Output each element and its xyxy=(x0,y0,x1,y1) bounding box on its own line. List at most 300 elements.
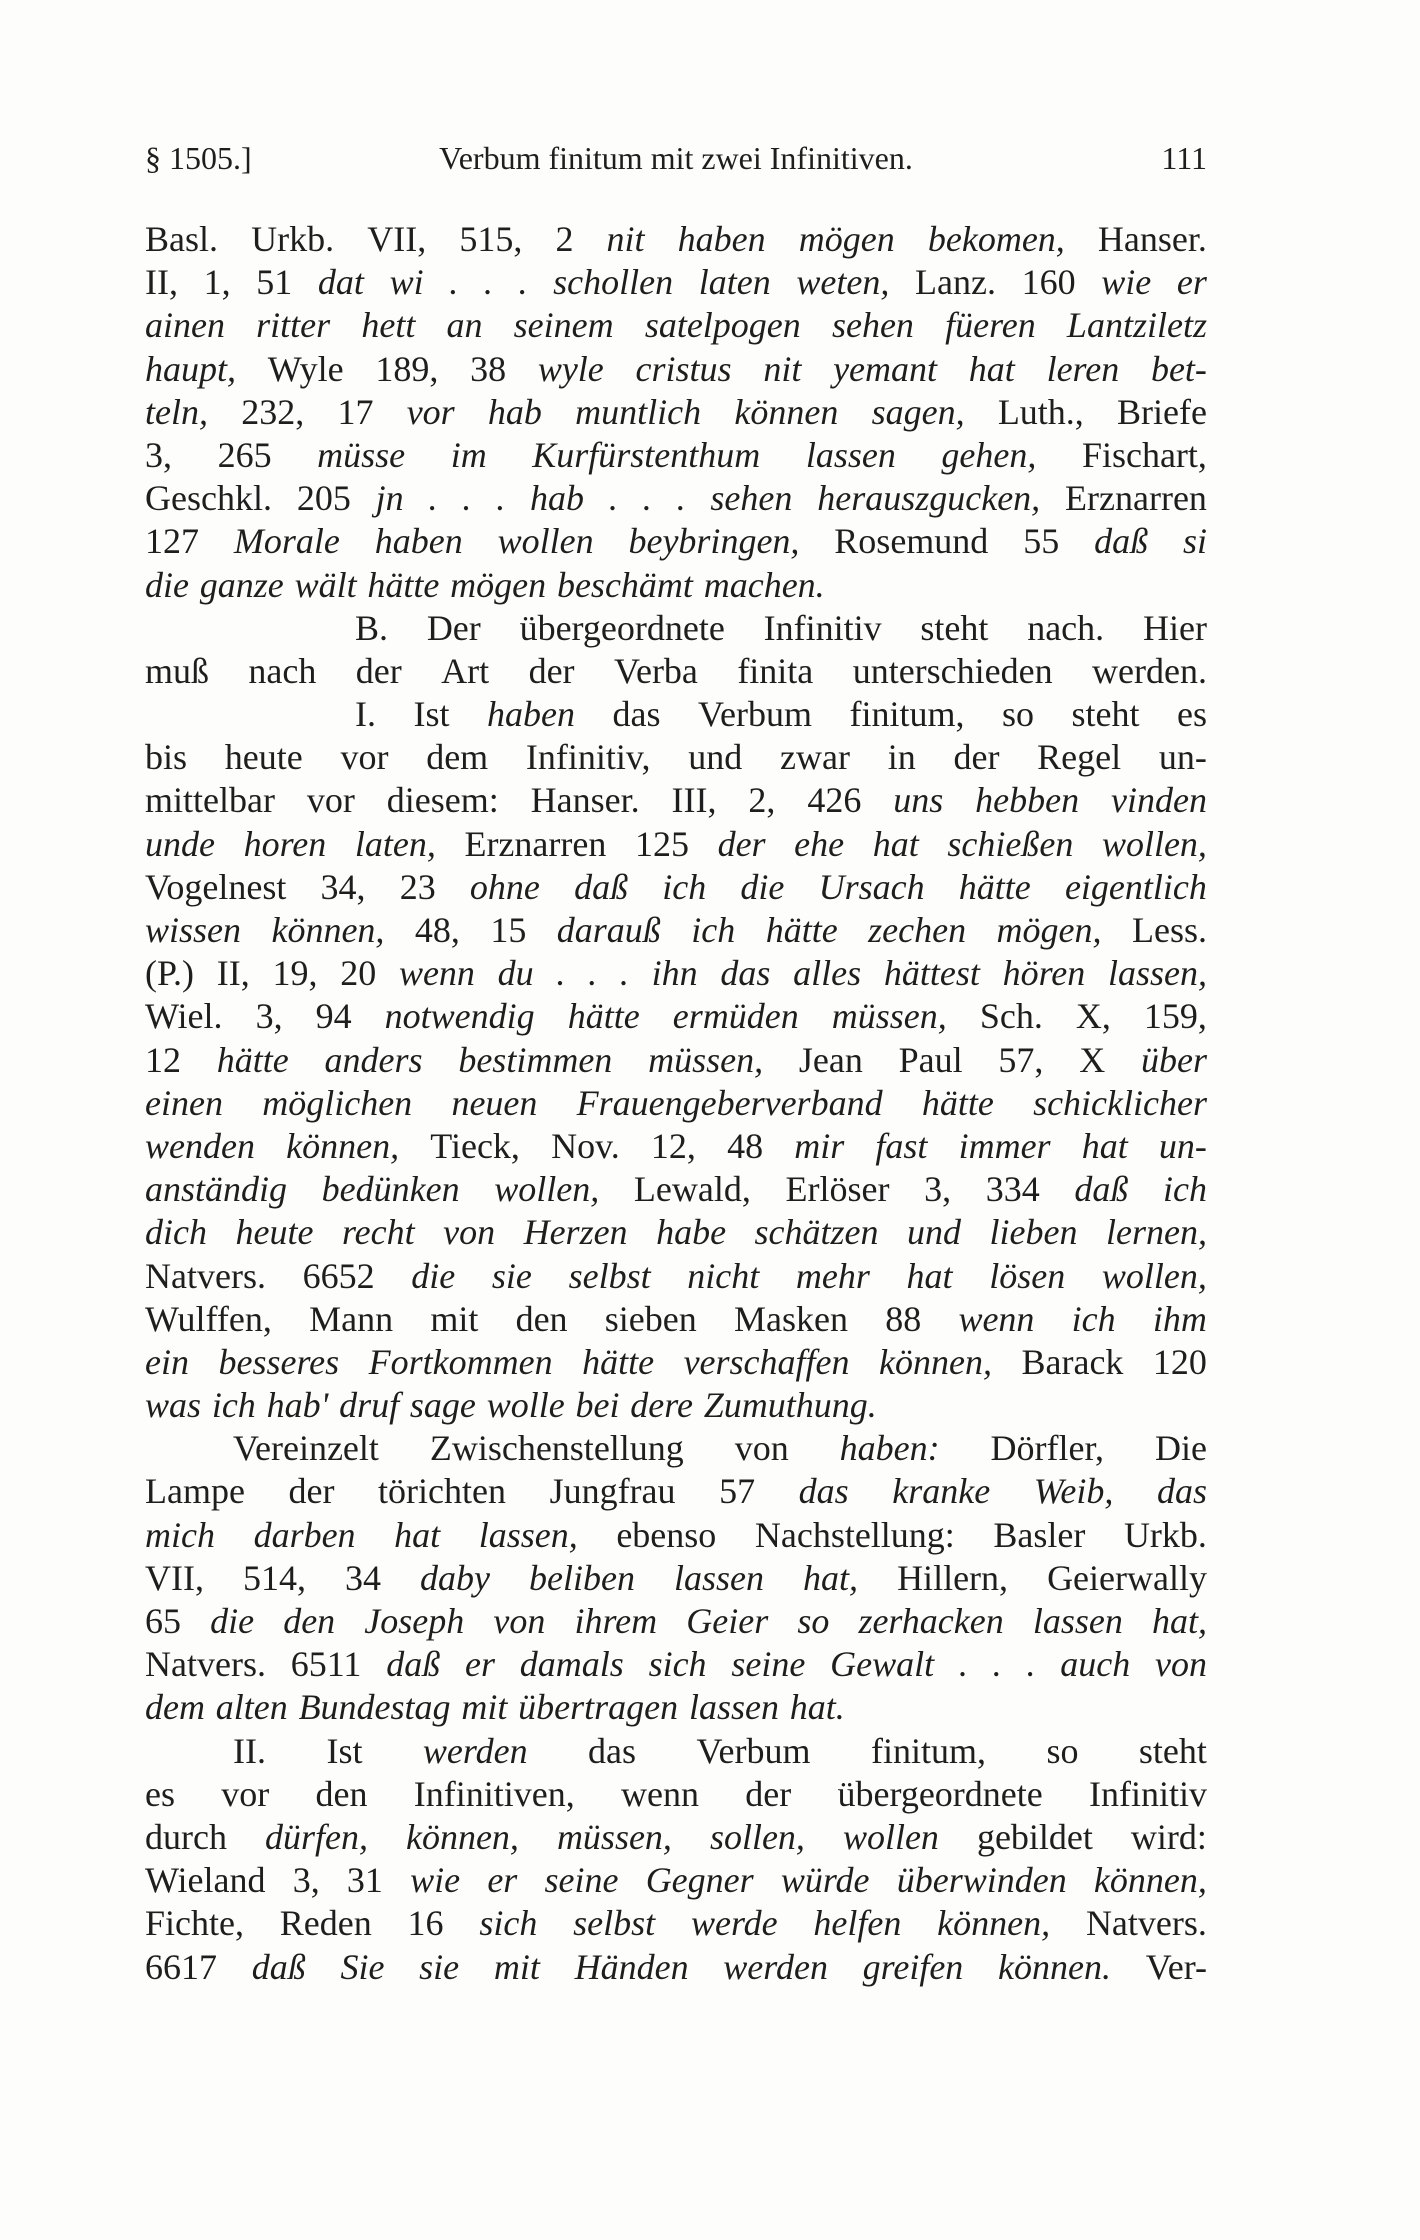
italic-word: Weib, xyxy=(1033,1471,1114,1512)
italic-word: anständig xyxy=(145,1169,288,1210)
text-line xyxy=(145,1082,1207,1125)
italic-word: . xyxy=(642,478,652,519)
italic-word: wie xyxy=(410,1860,461,1901)
word: finitum, xyxy=(870,1730,986,1771)
word: 265 xyxy=(217,434,272,475)
word: Infinitiv xyxy=(763,607,882,648)
italic-word: haben xyxy=(374,521,463,562)
word: der xyxy=(355,650,402,691)
word: Briefe xyxy=(1117,391,1207,432)
italic-word: einen xyxy=(145,1082,223,1123)
italic-word: können, xyxy=(271,910,385,950)
italic-word: wolle xyxy=(486,1385,565,1426)
italic-word: damals xyxy=(519,1644,624,1685)
italic-word: hätte xyxy=(367,564,440,605)
word: Wulffen, xyxy=(145,1298,272,1339)
italic-word: Kurfürstenthum xyxy=(532,434,761,475)
word: Rosemund xyxy=(834,521,989,562)
italic-word: hätte xyxy=(921,1082,994,1123)
word: Wieland xyxy=(145,1860,266,1901)
italic-word: ich xyxy=(211,1385,256,1426)
word: wenn xyxy=(621,1773,699,1814)
word: übergeordnete xyxy=(837,1773,1043,1814)
italic-word: ainen xyxy=(145,305,225,346)
word: der xyxy=(745,1773,792,1814)
word: von xyxy=(734,1428,789,1469)
word: Barack xyxy=(1021,1341,1124,1382)
italic-word: Sie xyxy=(340,1946,385,1987)
italic-word: darauß xyxy=(556,910,661,950)
italic-word: yemant xyxy=(833,348,938,389)
italic-word: Herzen xyxy=(523,1212,628,1253)
italic-word: uns xyxy=(893,780,944,821)
italic-word: unde xyxy=(145,823,215,864)
italic-word: druf xyxy=(339,1385,400,1426)
word: 57, xyxy=(998,1039,1044,1080)
text-line xyxy=(145,1514,1207,1557)
word: 232, xyxy=(241,391,305,432)
word: (P.) xyxy=(145,953,195,994)
italic-word: übertragen xyxy=(518,1687,679,1728)
word: Fischart, xyxy=(1081,434,1207,475)
italic-word: die xyxy=(145,564,189,605)
italic-word: ehe xyxy=(794,823,845,864)
word: Ist xyxy=(326,1730,363,1771)
italic-word: ich xyxy=(1163,1169,1207,1210)
word: diesem: xyxy=(386,780,499,821)
word: Sch. xyxy=(979,996,1043,1037)
italic-word: wenn xyxy=(958,1298,1035,1339)
italic-word: hätte xyxy=(958,866,1031,907)
word: Jungfrau xyxy=(549,1471,676,1512)
italic-word: kranke xyxy=(892,1471,991,1512)
italic-word: dere xyxy=(630,1385,693,1426)
word: es xyxy=(1176,694,1207,735)
word: B. xyxy=(355,607,389,648)
text-line xyxy=(145,218,1207,261)
italic-word: können. xyxy=(998,1946,1111,1987)
word: Vereinzelt xyxy=(233,1428,379,1469)
text-line xyxy=(145,823,1207,866)
italic-word: . xyxy=(608,478,618,519)
italic-word: müssen, xyxy=(831,996,947,1037)
italic-word: wollen, xyxy=(1101,1255,1207,1296)
italic-word: lassen, xyxy=(478,1514,578,1555)
text-line xyxy=(145,1730,1207,1773)
text-line xyxy=(145,995,1207,1038)
word: steht xyxy=(920,607,989,648)
section-marker: § 1505.] xyxy=(145,140,252,176)
italic-word: hättest xyxy=(883,953,980,994)
italic-word: daß xyxy=(1074,1169,1129,1210)
italic-word: jn xyxy=(375,478,404,519)
word: VII, xyxy=(145,1557,204,1598)
word: es xyxy=(145,1773,175,1814)
italic-word: die xyxy=(210,1601,255,1641)
word: sieben xyxy=(604,1298,697,1339)
italic-word: hat xyxy=(872,823,919,864)
italic-word: du xyxy=(497,953,534,994)
word: steht xyxy=(1071,694,1140,735)
word: I. xyxy=(355,694,376,735)
word: Ist xyxy=(413,694,450,735)
text-line xyxy=(145,1039,1207,1082)
word: III, xyxy=(671,780,717,821)
word: werden. xyxy=(1092,650,1207,691)
italic-word: Morale xyxy=(233,521,340,562)
word: steht xyxy=(1138,1730,1207,1771)
italic-word: lassen xyxy=(674,1557,765,1598)
italic-word: hat xyxy=(1081,1125,1128,1166)
italic-word: lieben xyxy=(989,1212,1078,1253)
word: zwar xyxy=(780,737,850,778)
italic-word: ihm xyxy=(1152,1298,1207,1339)
word: Nachstellung: xyxy=(754,1514,955,1555)
italic-word: sehen xyxy=(831,305,914,346)
italic-word: hab xyxy=(487,391,542,432)
italic-word: heute xyxy=(235,1212,314,1253)
italic-word: was xyxy=(145,1385,202,1426)
italic-word: sich xyxy=(648,1644,707,1685)
italic-word: hat xyxy=(394,1514,441,1555)
word: Natvers. xyxy=(145,1644,266,1685)
word: 2 xyxy=(555,219,574,259)
word: 48, xyxy=(414,910,460,950)
italic-word: sollen, xyxy=(709,1816,805,1857)
italic-word: das xyxy=(798,1471,849,1512)
word: vor xyxy=(221,1773,270,1814)
word: so xyxy=(1001,694,1034,735)
italic-word: müssen, xyxy=(648,1039,764,1080)
italic-word: füeren xyxy=(945,305,1036,346)
italic-word: er xyxy=(487,1860,518,1901)
italic-word: greifen xyxy=(862,1946,964,1987)
italic-word: horen xyxy=(243,823,327,864)
italic-word: gehen, xyxy=(941,434,1037,475)
word: Nov. xyxy=(551,1125,620,1166)
word: vor xyxy=(340,737,389,778)
word: Urkb. xyxy=(1123,1514,1207,1555)
text-line xyxy=(145,1643,1207,1686)
text-line xyxy=(145,1384,1207,1427)
text-line xyxy=(145,1255,1207,1298)
running-header xyxy=(145,140,1207,186)
text-line xyxy=(145,1557,1207,1600)
word: das xyxy=(588,1730,637,1771)
word: vor xyxy=(306,780,355,821)
word: Basl. xyxy=(145,219,219,259)
italic-word: alten xyxy=(215,1687,288,1728)
italic-word: laten, xyxy=(354,823,436,864)
italic-word: si xyxy=(1182,521,1207,562)
word: gebildet xyxy=(976,1816,1093,1857)
word: Der xyxy=(426,607,481,648)
italic-word: und xyxy=(907,1212,962,1253)
italic-word: neuen xyxy=(451,1082,538,1123)
word: Art xyxy=(441,650,490,691)
italic-word: . xyxy=(518,262,528,303)
italic-word: müssen, xyxy=(556,1816,672,1857)
italic-word: hat. xyxy=(789,1687,845,1728)
word: 17 xyxy=(337,391,374,432)
italic-word: Händen xyxy=(574,1946,689,1987)
word: II, xyxy=(216,953,250,994)
italic-word: Ursach xyxy=(818,866,925,907)
word: Infinitiven, xyxy=(413,1773,575,1814)
italic-word: er xyxy=(464,1644,495,1685)
word: Fichte, xyxy=(145,1903,244,1944)
italic-word: lernen, xyxy=(1106,1212,1207,1253)
italic-word: das xyxy=(720,953,771,994)
word: muß xyxy=(145,650,210,691)
italic-word: auch xyxy=(1060,1644,1131,1685)
text-line xyxy=(145,477,1207,520)
italic-word: ohne xyxy=(469,866,540,907)
text-line xyxy=(145,1427,1207,1470)
word: Verbum xyxy=(697,694,812,735)
text-line xyxy=(145,434,1207,477)
italic-word: leren xyxy=(1046,348,1120,389)
text-line xyxy=(145,1773,1207,1816)
word: un- xyxy=(1158,737,1207,778)
italic-word: Joseph xyxy=(364,1601,465,1641)
italic-word: machen. xyxy=(703,564,825,605)
word: 120 xyxy=(1152,1341,1207,1382)
word: Less. xyxy=(1131,910,1207,950)
word: 94 xyxy=(315,996,352,1037)
word: 57 xyxy=(719,1471,756,1512)
italic-word: bekomen, xyxy=(927,219,1065,259)
italic-word: dürfen, xyxy=(264,1816,368,1857)
italic-word: ich xyxy=(662,866,707,907)
word: der xyxy=(528,650,575,691)
word: 3, xyxy=(292,1860,320,1901)
italic-word: dat xyxy=(317,262,364,303)
italic-word: . xyxy=(992,1644,1002,1685)
italic-word: wollen xyxy=(842,1816,939,1857)
word: 6511 xyxy=(290,1644,362,1685)
italic-word: un- xyxy=(1158,1125,1207,1166)
text-line xyxy=(145,1686,1207,1729)
italic-word: Frauengeberverband xyxy=(576,1082,883,1123)
italic-word: zechen xyxy=(868,910,967,950)
word: X, xyxy=(1075,996,1111,1037)
word: 515, xyxy=(459,219,523,259)
italic-word: Bundestag xyxy=(298,1687,451,1728)
body-text xyxy=(145,218,1207,1989)
italic-word: beybringen, xyxy=(628,521,800,562)
italic-word: haben xyxy=(677,219,766,259)
text-line xyxy=(145,1946,1207,1989)
word: Lewald, xyxy=(633,1169,751,1210)
word: 34 xyxy=(345,1557,382,1598)
italic-word: im xyxy=(450,434,487,475)
italic-word: Lantziletz xyxy=(1066,305,1207,346)
word: Tieck, xyxy=(430,1125,520,1166)
word: Luth., xyxy=(997,391,1084,432)
word: Ver- xyxy=(1145,1946,1207,1987)
word: 16 xyxy=(407,1903,444,1944)
italic-word: satelpogen xyxy=(644,305,801,346)
italic-word: mögen xyxy=(450,564,547,605)
word: Geschkl. xyxy=(145,478,272,519)
word: Verbum xyxy=(696,1730,811,1771)
italic-word: herauszgucken, xyxy=(817,478,1041,519)
italic-word: hätte xyxy=(582,1341,655,1382)
word: Lampe xyxy=(145,1471,245,1512)
word: Erznarren xyxy=(1065,478,1207,519)
italic-word: schollen xyxy=(553,262,674,303)
word: ebenso xyxy=(616,1514,717,1555)
text-line xyxy=(145,607,1207,650)
italic-word: wissen xyxy=(145,910,242,950)
italic-word: ermüden xyxy=(672,996,799,1037)
word: Hillern, xyxy=(897,1557,1009,1598)
word: 426 xyxy=(807,780,862,821)
italic-word: ritter xyxy=(256,305,331,346)
word: Basler xyxy=(993,1514,1086,1555)
italic-word: . xyxy=(676,478,686,519)
italic-word: wyle xyxy=(537,348,604,389)
word: 2, xyxy=(748,780,776,821)
italic-word: alles xyxy=(793,953,862,994)
word: der xyxy=(953,737,1000,778)
italic-word: von xyxy=(493,1601,546,1641)
word: VII, xyxy=(367,219,427,259)
italic-word: darben xyxy=(253,1514,356,1555)
text-line xyxy=(145,1168,1207,1211)
word: 125 xyxy=(634,823,689,864)
italic-word: schießen xyxy=(947,823,1074,864)
italic-word: selbst xyxy=(568,1255,651,1296)
italic-word: mögen, xyxy=(996,910,1102,950)
word: 189, xyxy=(375,348,439,389)
italic-word: daby xyxy=(420,1557,491,1598)
word: durch xyxy=(145,1816,227,1857)
text-line xyxy=(145,1211,1207,1254)
word: 160 xyxy=(1021,262,1076,303)
word: 159, xyxy=(1143,996,1207,1037)
italic-word: wält xyxy=(294,564,357,605)
word: Hier xyxy=(1142,607,1207,648)
italic-word: haben: xyxy=(839,1428,940,1469)
word: 20 xyxy=(340,953,377,994)
italic-word: lassen, xyxy=(1107,953,1207,994)
italic-word: ihrem xyxy=(574,1601,658,1641)
word: 65 xyxy=(145,1601,181,1641)
italic-word: . xyxy=(619,953,629,994)
word: 48 xyxy=(727,1125,764,1166)
word: heute xyxy=(224,737,303,778)
italic-word: wenden xyxy=(145,1125,255,1166)
word: 31 xyxy=(346,1860,383,1901)
italic-word: das xyxy=(1156,1471,1207,1512)
word: Zwischenstellung xyxy=(429,1428,684,1469)
italic-word: von xyxy=(1154,1644,1207,1685)
text-line xyxy=(145,564,1207,607)
text-line xyxy=(145,693,1207,736)
italic-word: cristus xyxy=(635,348,732,389)
italic-word: laten xyxy=(698,262,771,303)
word: finitum, xyxy=(849,694,965,735)
italic-word: hab xyxy=(530,478,585,519)
italic-word: zerhacken xyxy=(858,1601,1004,1641)
word: Hanser. xyxy=(530,780,640,821)
word: Dörfler, xyxy=(990,1428,1105,1469)
italic-word: immer xyxy=(958,1125,1051,1166)
italic-word: müsse xyxy=(317,434,406,475)
italic-word: vor xyxy=(406,391,455,432)
text-line xyxy=(145,1600,1207,1643)
italic-word: beschämt xyxy=(556,564,693,605)
italic-word: Gewalt xyxy=(830,1644,935,1685)
italic-word: anders xyxy=(324,1039,423,1080)
italic-word: habe xyxy=(656,1212,727,1253)
text-line xyxy=(145,866,1207,909)
italic-word: ein xyxy=(145,1341,189,1382)
text-line xyxy=(145,1902,1207,1945)
italic-word: sich xyxy=(479,1903,538,1944)
italic-word: hätte xyxy=(567,996,640,1037)
text-line xyxy=(145,952,1207,995)
word: und xyxy=(688,737,743,778)
text-line xyxy=(145,391,1207,434)
italic-word: . xyxy=(428,478,438,519)
word: 3, xyxy=(924,1169,952,1210)
word: 19, xyxy=(272,953,318,994)
word: Jean xyxy=(798,1039,863,1080)
text-line xyxy=(145,1859,1207,1902)
italic-word: sie xyxy=(419,1946,460,1987)
italic-word: Gegner xyxy=(645,1860,754,1901)
word: unterschieden xyxy=(852,650,1053,691)
italic-word: mir xyxy=(794,1125,845,1166)
italic-word: bei xyxy=(575,1385,620,1426)
word: Mann xyxy=(309,1298,394,1339)
italic-word: mich xyxy=(145,1514,215,1555)
text-line xyxy=(145,1816,1207,1859)
word: 1, xyxy=(203,262,231,303)
word: den xyxy=(315,1773,368,1814)
italic-word: nit xyxy=(606,219,645,259)
word: 205 xyxy=(296,478,351,519)
word: Urkb. xyxy=(251,219,335,259)
italic-word: seinem xyxy=(513,305,614,346)
italic-word: die xyxy=(740,866,785,907)
word: Natvers. xyxy=(1085,1903,1207,1944)
italic-word: schicklicher xyxy=(1033,1082,1207,1123)
word: 334 xyxy=(985,1169,1040,1210)
italic-word: . xyxy=(556,953,566,994)
word: dem xyxy=(426,737,489,778)
word: 12, xyxy=(650,1125,696,1166)
word: Masken xyxy=(733,1298,848,1339)
word: 3, xyxy=(255,996,283,1037)
italic-word: hat, xyxy=(803,1557,859,1598)
italic-word: . xyxy=(449,262,459,303)
word: Verba xyxy=(613,650,698,691)
italic-word: wollen xyxy=(497,521,594,562)
italic-word: weten, xyxy=(796,262,890,303)
italic-word: seine xyxy=(544,1860,619,1901)
word: übergeordnete xyxy=(519,607,725,648)
italic-word: können, xyxy=(937,1903,1051,1944)
running-title: Verbum finitum mit zwei Infinitiven. xyxy=(439,140,913,176)
text-line xyxy=(145,304,1207,347)
italic-word: bestimmen xyxy=(458,1039,613,1080)
italic-word: hören xyxy=(1002,953,1086,994)
italic-word: werde xyxy=(690,1903,778,1944)
